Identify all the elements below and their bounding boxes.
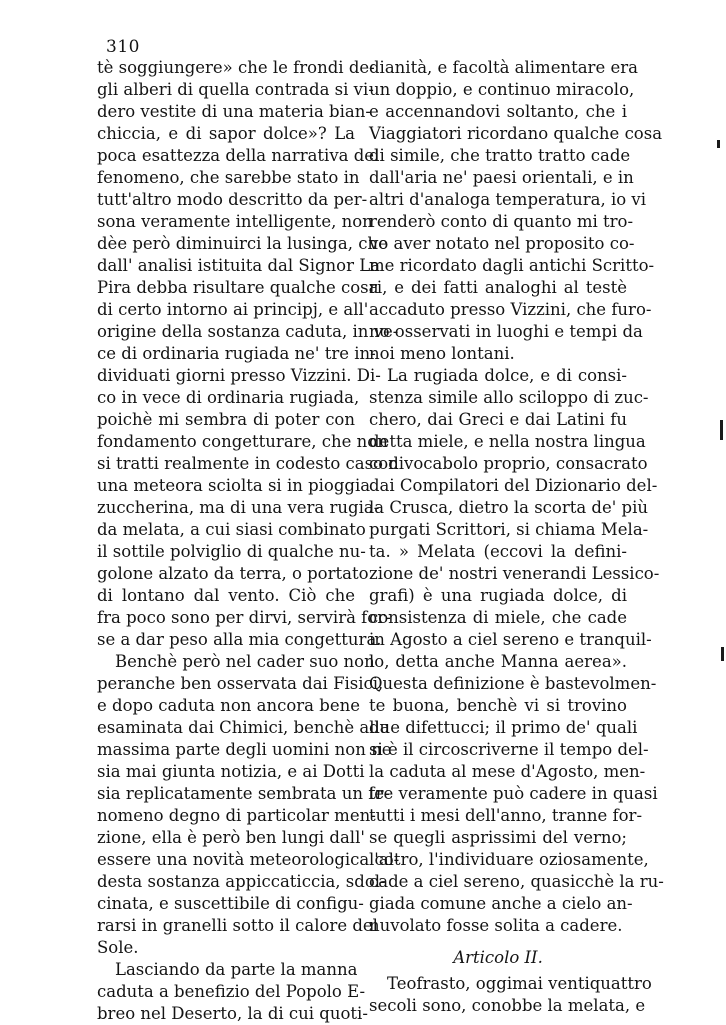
text-line: nuvolato fosse solita a cadere. [369,916,623,935]
text-line: sona veramente intelligente, non [97,212,373,231]
text-line: lo, detta anche Manna aerea». [369,652,627,671]
text-line: detta miele, e nella nostra lingua [369,432,646,451]
text-line: con vocabolo proprio, consacrato [369,454,648,473]
text-line: due difettucci; il primo de' quali [369,718,638,737]
text-line: ta. » Melata (eccovi la defini- [369,542,627,561]
text-line: dai Compilatori del Dizionario del- [369,476,658,495]
text-line: rarsi in granelli sotto il calore del [97,916,378,935]
text-line: fenomeno, che sarebbe stato in [97,168,360,187]
text-line: giada comune anche a cielo an- [369,894,633,913]
text-line: accaduto presso Vizzini, che furo- [369,300,652,319]
text-line: Questa definizione è bastevolmen- [369,674,657,693]
text-line: dividuati giorni presso Vizzini. Di- [97,366,381,385]
text-line: dianità, e facoltà alimentare era [369,58,638,77]
text-line: gli alberi di quella contrada si vi- [97,80,374,99]
text-line: dero vestite di una materia bian- [97,102,371,121]
text-line: sia mai giunta notizia, e ai Dotti [97,762,365,781]
text-line: tre veramente può cadere in quasi [369,784,658,803]
text-line: stenza simile allo sciloppo di zuc- [369,388,649,407]
right-column-top-text [369,57,664,937]
margin-mark [720,420,723,440]
text-line: origine della sostanza caduta, in ve- [97,322,399,341]
text-line: renderò conto di quanto mi tro- [369,212,634,231]
text-line: Teofrasto, oggimai ventiquattro [387,974,652,993]
text-line: Sole. [97,938,139,957]
text-line: tè soggiungere» che le frondi de- [97,58,375,77]
text-line: dall' analisi istituita dal Signor La [97,256,381,275]
text-line: altri d'analoga temperatura, io vi [369,190,647,209]
text-line: cinata, e suscettibile di configu- [97,894,364,913]
right-column-bottom-text [369,973,652,1017]
right-text-column [369,57,664,1017]
text-line: e accennandovi soltanto, che i [369,102,627,121]
text-line: un doppio, e continuo miracolo, [369,80,635,99]
text-line: esaminata dai Chimici, benchè alla [97,718,390,737]
text-line: di simile, che tratto tratto cade [369,146,631,165]
text-line: chero, dai Greci e dai Latini fu [369,410,627,429]
text-line: Pira debba risultare qualche cosa [97,278,379,297]
text-line: di lontano dal vento. Ciò che [97,586,355,605]
text-line: di certo intorno ai principj, e all' [97,300,369,319]
text-line: zuccherina, ma di una vera rugia- [97,498,380,517]
text-line: caduta a benefizio del Popolo E- [97,982,366,1001]
margin-mark [717,140,720,148]
text-line: golone alzato da terra, o portato [97,564,369,583]
text-line: Viaggiatori ricordano qualche cosa [369,124,663,143]
text-line: vo aver notato nel proposito co- [369,234,635,253]
text-line: la caduta al mese d'Agosto, men- [369,762,646,781]
section-heading: Articolo II. [453,948,543,967]
text-line: se quegli asprissimi del verno; [369,828,627,847]
text-line: la Crusca, dietro la scorta de' più [369,498,649,517]
text-line: secoli sono, conobbe la melata, e [369,996,646,1015]
text-line: sia replicatamente sembrata un fe- [97,784,390,803]
text-line: ri, e dei fatti analoghi al testè [369,278,627,297]
text-line: te buona, benchè vi si trovino [369,696,627,715]
text-line: no osservati in luoghi e tempi da [369,322,643,341]
text-line: cade a ciel sereno, quasicchè la ru- [369,872,664,891]
text-line: fondamento congetturare, che non [97,432,388,451]
text-line: breo nel Deserto, la di cui quoti- [97,1004,368,1023]
text-line: tutti i mesi dell'anno, tranne for- [369,806,643,825]
text-line: l'altro, l'individuare oziosamente, [369,850,649,869]
text-line: tutt'altro modo descritto da per- [97,190,368,209]
text-line: poca esattezza della narrativa del [97,146,380,165]
text-line: massima parte degli uomini non ne [97,740,392,759]
text-line: Benchè però nel cader suo non [115,652,375,671]
text-line: in Agosto a ciel sereno e tranquil- [369,630,652,649]
page-number: 310 [106,37,140,57]
text-line: chiccia, e di sapor dolce»? La [97,124,355,143]
text-line: noi meno lontani. [369,344,515,363]
text-line: se a dar peso alla mia congettura. [97,630,382,649]
text-line: me ricordato dagli antichi Scritto- [369,256,655,275]
text-line: peranche ben osservata dai Fisici, [97,674,384,693]
text-line: nomeno degno di particolar men- [97,806,376,825]
text-line: Lasciando da parte la manna [115,960,358,979]
text-line: si è il circoscriverne il tempo del- [369,740,649,759]
text-line: il sottile polviglio di qualche nu- [97,542,366,561]
text-line: zione de' nostri venerandi Lessico- [369,564,660,583]
text-line: desta sostanza appiccaticcia, sdol- [97,872,386,891]
text-line: dall'aria ne' paesi orientali, e in [369,168,634,187]
text-line: grafi) è una rugiada dolce, di [369,586,627,605]
text-line: essere una novità meteorologica co- [97,850,400,869]
text-line: fra poco sono per dirvi, servirà for- [97,608,391,627]
left-text-column [97,57,405,1025]
text-line: dèe però diminuirci la lusinga, che [97,234,388,253]
text-line: co in vece di ordinaria rugiada, [97,388,360,407]
text-line: una meteora sciolta si in pioggia [97,476,371,495]
text-line: purgati Scrittori, si chiama Mela- [369,520,649,539]
text-line: ce di ordinaria rugiada ne' tre in- [97,344,376,363]
text-line: da melata, a cui siasi combinato [97,520,366,539]
text-line: e dopo caduta non ancora bene [97,696,360,715]
text-line: zione, ella è però ben lungi dall' [97,828,365,847]
text-line: La rugiada dolce, e di consi- [387,366,627,385]
text-line: consistenza di miele, che cade [369,608,627,627]
text-line: poichè mi sembra di poter con [97,410,355,429]
margin-mark [721,647,724,661]
text-line: si tratti realmente in codesto caso di [97,454,405,473]
